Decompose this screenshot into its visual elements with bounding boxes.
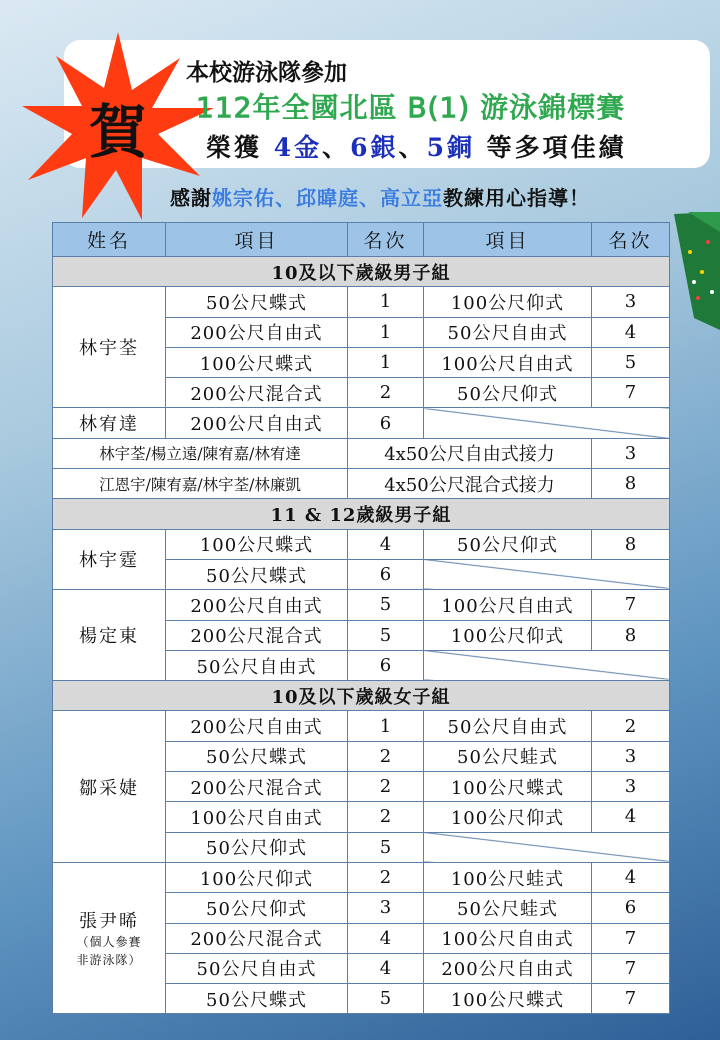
- athlete-name: 張尹晞: [79, 911, 139, 933]
- star-char: 賀: [88, 98, 148, 166]
- event-cell: 100公尺仰式: [166, 862, 348, 892]
- rank-cell: 7: [592, 953, 670, 983]
- empty-cell: [424, 559, 670, 589]
- event-cell: 50公尺自由式: [166, 650, 348, 680]
- bronze-count: 5銅: [426, 133, 475, 162]
- rank-cell: 4: [348, 923, 424, 953]
- event-cell: 100公尺蛙式: [424, 862, 592, 892]
- rank-cell: 5: [348, 620, 424, 650]
- title-line-1: 本校游泳隊參加: [186, 59, 347, 86]
- event-cell: 100公尺蝶式: [166, 347, 348, 377]
- event-cell: 200公尺混合式: [166, 620, 348, 650]
- rank-cell: 8: [592, 469, 670, 499]
- col-header-name: 姓名: [53, 223, 166, 257]
- rank-cell: 8: [592, 620, 670, 650]
- event-cell: 100公尺自由式: [166, 802, 348, 832]
- event-cell: 200公尺自由式: [166, 590, 348, 620]
- silver-count: 6銀: [350, 133, 399, 162]
- thanks-prefix: 感謝: [170, 186, 212, 210]
- event-cell: 50公尺自由式: [166, 953, 348, 983]
- relay-event: 4x50公尺自由式接力: [348, 438, 592, 468]
- rank-cell: 5: [592, 347, 670, 377]
- event-cell: 50公尺仰式: [424, 529, 592, 559]
- rank-cell: 1: [348, 287, 424, 317]
- rank-cell: 3: [592, 438, 670, 468]
- rank-cell: 4: [592, 317, 670, 347]
- event-cell: 200公尺自由式: [166, 711, 348, 741]
- event-cell: 100公尺仰式: [424, 802, 592, 832]
- event-cell: 50公尺蝶式: [166, 984, 348, 1014]
- rank-cell: 6: [592, 893, 670, 923]
- table-row: [53, 590, 670, 620]
- event-cell: 100公尺仰式: [424, 287, 592, 317]
- rank-cell: 4: [592, 862, 670, 892]
- event-cell: 100公尺蝶式: [166, 529, 348, 559]
- athlete-name: 林宇荃: [53, 287, 166, 408]
- thanks-suffix: 教練用心指導！: [443, 186, 590, 210]
- relay-event: 4x50公尺混合式接力: [348, 469, 592, 499]
- rank-cell: 1: [348, 347, 424, 377]
- section-title: 10及以下歲級女子組: [53, 681, 670, 711]
- event-cell: 50公尺自由式: [424, 711, 592, 741]
- event-cell: 100公尺自由式: [424, 590, 592, 620]
- event-cell: 50公尺仰式: [166, 893, 348, 923]
- athlete-note-2: 非游泳隊）: [76, 953, 142, 968]
- table-row: [53, 287, 670, 317]
- rank-cell: 3: [592, 741, 670, 771]
- christmas-tree-decoration-icon: [668, 212, 720, 332]
- event-cell: 100公尺自由式: [424, 347, 592, 377]
- section-title: 10及以下歲級男子組: [53, 257, 670, 287]
- event-cell: 50公尺仰式: [166, 832, 348, 862]
- rank-cell: 6: [348, 650, 424, 680]
- table-header-row: [53, 223, 670, 257]
- event-cell: 50公尺自由式: [424, 317, 592, 347]
- empty-cell: [424, 650, 670, 680]
- rank-cell: 3: [348, 893, 424, 923]
- rank-cell: 2: [348, 378, 424, 408]
- event-cell: 200公尺自由式: [424, 953, 592, 983]
- rank-cell: 2: [348, 741, 424, 771]
- rank-cell: 7: [592, 378, 670, 408]
- rank-cell: 4: [592, 802, 670, 832]
- event-cell: 100公尺蝶式: [424, 984, 592, 1014]
- rank-cell: 3: [592, 772, 670, 802]
- event-cell: 100公尺蝶式: [424, 772, 592, 802]
- line3-prefix: 榮獲: [206, 133, 274, 162]
- sep-2: 、: [398, 133, 427, 162]
- athlete-name: 林宇霆: [53, 529, 166, 590]
- table-row: [53, 529, 670, 559]
- event-cell: 50公尺仰式: [424, 378, 592, 408]
- rank-cell: 7: [592, 984, 670, 1014]
- empty-cell: [424, 832, 670, 862]
- event-cell: 100公尺仰式: [424, 620, 592, 650]
- event-cell: 50公尺蛙式: [424, 741, 592, 771]
- event-cell: 200公尺混合式: [166, 772, 348, 802]
- rank-cell: 6: [348, 559, 424, 589]
- event-cell: 200公尺自由式: [166, 408, 348, 438]
- table-row: [53, 438, 670, 468]
- table-row: [53, 862, 670, 892]
- athlete-name: 林宥達: [53, 408, 166, 438]
- rank-cell: 2: [592, 711, 670, 741]
- title-line-2: 112年全國北區 B(1) 游泳錦標賽: [196, 91, 626, 124]
- rank-cell: 1: [348, 317, 424, 347]
- table-row: [53, 469, 670, 499]
- athlete-name: 鄒采婕: [53, 711, 166, 862]
- event-cell: 50公尺蝶式: [166, 741, 348, 771]
- col-header-rank-2: 名次: [592, 223, 670, 257]
- title-line-3: [206, 128, 627, 164]
- table-row: [53, 408, 670, 438]
- event-cell: 200公尺混合式: [166, 923, 348, 953]
- event-cell: 100公尺自由式: [424, 923, 592, 953]
- event-cell: 200公尺混合式: [166, 378, 348, 408]
- rank-cell: 7: [592, 923, 670, 953]
- rank-cell: 5: [348, 590, 424, 620]
- col-header-rank: 名次: [348, 223, 424, 257]
- rank-cell: 6: [348, 408, 424, 438]
- rank-cell: 5: [348, 984, 424, 1014]
- rank-cell: 3: [592, 287, 670, 317]
- thanks-line: [170, 182, 590, 211]
- event-cell: 50公尺蝶式: [166, 287, 348, 317]
- rank-cell: 2: [348, 802, 424, 832]
- event-cell: 200公尺自由式: [166, 317, 348, 347]
- rank-cell: 5: [348, 832, 424, 862]
- rank-cell: 2: [348, 862, 424, 892]
- rank-cell: 4: [348, 529, 424, 559]
- event-cell: 50公尺蝶式: [166, 559, 348, 589]
- rank-cell: 7: [592, 590, 670, 620]
- line3-suffix: 等多項佳績: [474, 133, 627, 162]
- athlete-note-1: （個人參賽: [76, 935, 142, 950]
- coach-names: 姚宗佑、邱暐庭、高立亞: [212, 186, 443, 210]
- empty-cell: [424, 408, 670, 438]
- rank-cell: 4: [348, 953, 424, 983]
- rank-cell: 8: [592, 529, 670, 559]
- table-row: [53, 711, 670, 741]
- relay-team: 林宇荃/楊立遠/陳宥嘉/林宥達: [53, 438, 348, 468]
- athlete-name: 楊定東: [53, 590, 166, 681]
- athlete-name-cell: [53, 862, 166, 1013]
- event-cell: 50公尺蛙式: [424, 893, 592, 923]
- gold-count: 4金: [273, 133, 323, 162]
- col-header-event: 項目: [166, 223, 348, 257]
- section-title: 11 & 12歲級男子組: [53, 499, 670, 529]
- results-table: [52, 222, 670, 1014]
- sep-1: 、: [322, 133, 351, 162]
- rank-cell: 2: [348, 772, 424, 802]
- col-header-event-2: 項目: [424, 223, 592, 257]
- rank-cell: 1: [348, 711, 424, 741]
- relay-team: 江恩宇/陳宥嘉/林宇荃/林廉凱: [53, 469, 348, 499]
